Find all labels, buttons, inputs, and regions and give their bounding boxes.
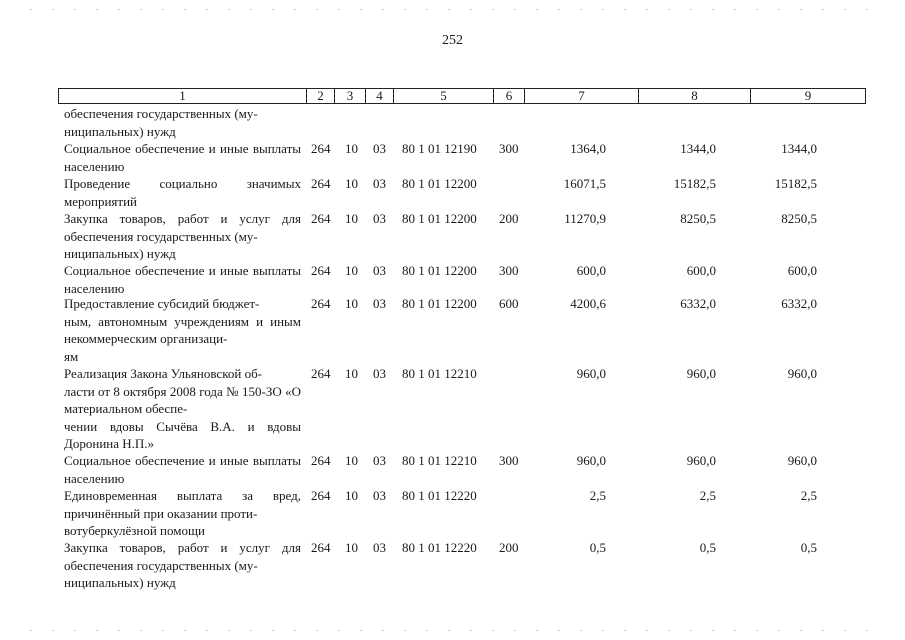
cell-target-article: 80 1 01 12210 <box>402 453 477 468</box>
cell-amount-col9: 0,5 <box>800 540 817 555</box>
header-col-5: 5 <box>440 88 447 103</box>
cell-expense-type: 600 <box>499 296 519 311</box>
cell-amount-col8: 15182,5 <box>673 176 716 191</box>
cell-admin-code: 264 <box>311 453 331 468</box>
header-col-4: 4 <box>376 88 383 103</box>
cell-target-article: 80 1 01 12210 <box>402 366 477 381</box>
header-col-1: 1 <box>179 88 186 103</box>
cell-amount-col8: 960,0 <box>686 366 716 381</box>
cell-expense-type: 300 <box>499 141 519 156</box>
page-number: 252 <box>442 33 463 48</box>
cell-amount-col7: 1364,0 <box>570 141 606 156</box>
scan-artifact-bottom <box>30 630 880 631</box>
row-description: Социальное обеспечение и иные выплаты населению <box>64 141 301 174</box>
table-header-row <box>58 88 866 104</box>
cell-amount-col8: 0,5 <box>699 540 716 555</box>
cell-amount-col9: 8250,5 <box>781 211 817 226</box>
cell-target-article: 80 1 01 12220 <box>402 488 477 503</box>
row-description: Социальное обеспечение и иные выплаты населению <box>64 263 301 296</box>
row-description: Реализация Закона Ульяновской об- ласти от 8 октября 2008 года № 150-ЗО «О материальном обеспе- чении вдовы Сычёва В.А. и вдовы Доронина Н.П.» <box>64 366 301 451</box>
row-description: Предоставление субсидий бюджет- ным, автономным учреждениям и иным некоммерческим организаци- ям <box>64 296 301 364</box>
cell-expense-type: 300 <box>499 453 519 468</box>
header-col-7: 7 <box>578 88 585 103</box>
cell-subsection: 03 <box>373 540 386 555</box>
cell-admin-code: 264 <box>311 141 331 156</box>
header-col-9: 9 <box>804 88 812 103</box>
cell-target-article: 80 1 01 12200 <box>402 296 477 311</box>
row-description: обеспечения государственных (му- ниципальных) нужд <box>64 106 258 139</box>
cell-section: 10 <box>345 453 358 468</box>
cell-expense-type: 200 <box>499 211 519 226</box>
row-description: Единовременная выплата за вред, причинённый при оказании проти- вотуберкулёзной помощи <box>64 488 301 538</box>
cell-amount-col7: 4200,6 <box>570 296 606 311</box>
cell-admin-code: 264 <box>311 540 331 555</box>
cell-subsection: 03 <box>373 263 386 278</box>
cell-subsection: 03 <box>373 366 386 381</box>
cell-section: 10 <box>345 488 358 503</box>
cell-amount-col8: 2,5 <box>699 488 716 503</box>
row-description: Закупка товаров, работ и услуг для обеспечения государственных (му- ниципальных) нужд <box>64 211 301 261</box>
cell-amount-col9: 600,0 <box>787 263 817 278</box>
cell-subsection: 03 <box>373 176 386 191</box>
scan-artifact-top <box>30 9 880 10</box>
cell-section: 10 <box>345 263 358 278</box>
header-col-2: 2 <box>317 88 324 103</box>
cell-subsection: 03 <box>373 488 386 503</box>
cell-amount-col7: 960,0 <box>576 453 606 468</box>
cell-subsection: 03 <box>373 296 386 311</box>
cell-amount-col7: 16071,5 <box>563 176 606 191</box>
cell-amount-col9: 15182,5 <box>774 176 817 191</box>
cell-expense-type: 300 <box>499 263 519 278</box>
cell-amount-col7: 2,5 <box>589 488 606 503</box>
cell-section: 10 <box>345 296 358 311</box>
cell-subsection: 03 <box>373 453 386 468</box>
cell-amount-col7: 960,0 <box>576 366 606 381</box>
cell-admin-code: 264 <box>311 176 331 191</box>
cell-amount-col9: 960,0 <box>787 453 817 468</box>
cell-section: 10 <box>345 540 358 555</box>
cell-amount-col8: 600,0 <box>686 263 716 278</box>
cell-target-article: 80 1 01 12200 <box>402 211 477 226</box>
row-description: Социальное обеспечение и иные выплаты населению <box>64 453 301 486</box>
header-col-8: 8 <box>691 88 698 103</box>
cell-section: 10 <box>345 211 358 226</box>
cell-target-article: 80 1 01 12190 <box>402 141 477 156</box>
cell-admin-code: 264 <box>311 366 331 381</box>
cell-amount-col7: 0,5 <box>589 540 606 555</box>
cell-amount-col9: 1344,0 <box>781 141 817 156</box>
cell-admin-code: 264 <box>311 211 331 226</box>
cell-admin-code: 264 <box>311 296 331 311</box>
cell-section: 10 <box>345 141 358 156</box>
cell-expense-type: 200 <box>499 540 519 555</box>
cell-section: 10 <box>345 176 358 191</box>
header-col-6: 6 <box>505 88 513 103</box>
cell-amount-col8: 1344,0 <box>680 141 716 156</box>
cell-admin-code: 264 <box>311 488 331 503</box>
cell-target-article: 80 1 01 12200 <box>402 176 477 191</box>
header-col-3: 3 <box>346 88 354 103</box>
cell-section: 10 <box>345 366 358 381</box>
cell-amount-col7: 600,0 <box>576 263 606 278</box>
cell-subsection: 03 <box>373 141 386 156</box>
cell-amount-col9: 2,5 <box>800 488 817 503</box>
cell-admin-code: 264 <box>311 263 331 278</box>
cell-amount-col8: 8250,5 <box>680 211 716 226</box>
cell-amount-col8: 960,0 <box>686 453 716 468</box>
cell-target-article: 80 1 01 12220 <box>402 540 477 555</box>
cell-subsection: 03 <box>373 211 386 226</box>
cell-amount-col9: 960,0 <box>787 366 817 381</box>
row-description: Закупка товаров, работ и услуг для обеспечения государственных (му- ниципальных) нужд <box>64 540 301 590</box>
cell-amount-col7: 11270,9 <box>564 211 606 226</box>
cell-amount-col9: 6332,0 <box>781 296 817 311</box>
row-description: Проведение социально значимых мероприятий <box>64 176 301 209</box>
cell-target-article: 80 1 01 12200 <box>402 263 477 278</box>
cell-amount-col8: 6332,0 <box>680 296 716 311</box>
